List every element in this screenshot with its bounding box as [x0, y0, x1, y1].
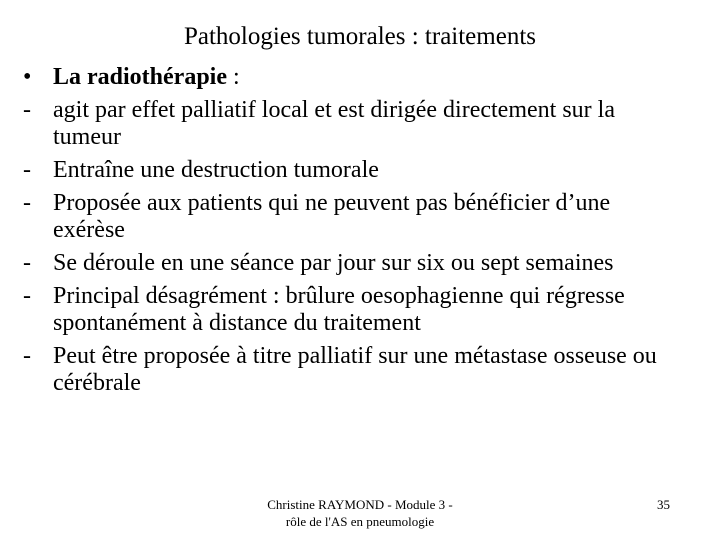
section-heading-suffix: :: [227, 64, 240, 90]
list-item: [22, 190, 662, 244]
bullet-marker: •: [23, 64, 32, 90]
dash-marker: -: [23, 157, 31, 183]
footer-author: [240, 496, 480, 530]
list-item: [22, 157, 662, 184]
list-item-text: Se déroule en une séance par jour sur six ou sept semaines: [53, 250, 614, 276]
list-item-text: Proposée aux patients qui ne peuvent pas bénéficier d’une exérèse: [53, 190, 611, 243]
dash-marker: -: [23, 343, 31, 369]
list-item: [22, 97, 662, 151]
list-item-text: agit par effet palliatif local et est dirigée directement sur la tumeur: [53, 97, 615, 150]
slide-content: [22, 64, 662, 403]
dash-marker: -: [23, 283, 31, 309]
footer-author-line: Christine RAYMOND - Module 3 -: [267, 497, 453, 512]
dash-marker: -: [23, 250, 31, 276]
list-item-text: Principal désagrément : brûlure oesophagienne qui régresse spontanément à distance du traitement: [53, 283, 625, 336]
page-number: 35: [657, 497, 670, 512]
list-item: [22, 343, 662, 397]
list-item-text: Peut être proposée à titre palliatif sur une métastase osseuse ou cérébrale: [53, 343, 657, 396]
dash-marker: -: [23, 97, 31, 123]
section-heading: [22, 64, 662, 91]
list-item-text: Entraîne une destruction tumorale: [53, 157, 379, 183]
slide-title: Pathologies tumorales : traitements: [183, 23, 536, 50]
list-item: [22, 250, 662, 277]
section-heading-label: La radiothérapie: [53, 64, 227, 90]
footer-course-line: rôle de l'AS en pneumologie: [285, 514, 435, 529]
list-item: [22, 283, 662, 337]
dash-marker: -: [23, 190, 31, 216]
